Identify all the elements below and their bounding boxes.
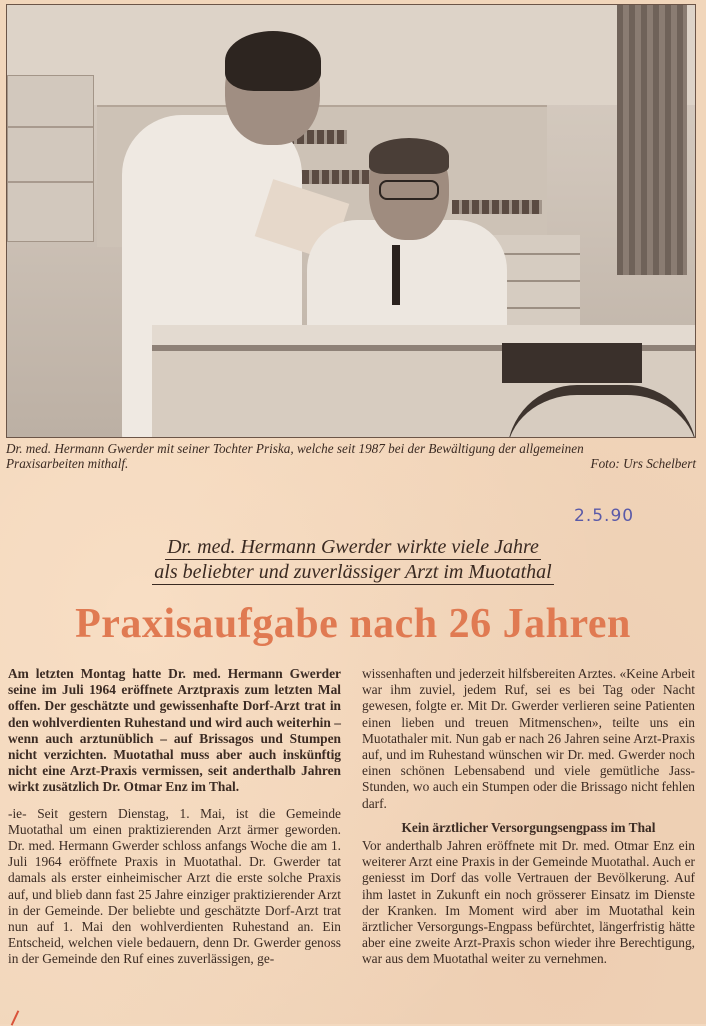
photo-glasses bbox=[379, 180, 439, 200]
photo-box bbox=[502, 343, 642, 383]
subheadline-line-2: als beliebter und zuverlässiger Arzt im Muotathal bbox=[154, 561, 552, 583]
article-lead: Am letzten Montag hatte Dr. med. Hermann Gwerder seine im Juli 1964 eröffnete Arztpraxis zum letzten Mal offen. Der geschätzte und gewissenhafte Dorf-Arzt trat in den wohlverdienten Ruhestand und wird auch weiterhin – wenn auch arztunüblich – auf Brissagos und Stumpen nicht verzichten. Muotathal muss aber auch inskünftig nicht eine Arzt-Praxis vermissen, seit anderthalb Jahren wirkt zusätzlich Dr. Otmar Enz im Thal. bbox=[8, 666, 341, 795]
article-column-right bbox=[362, 666, 695, 968]
photo-bottles bbox=[452, 200, 542, 214]
subheadline-line-1: Dr. med. Hermann Gwerder wirkte viele Jahre bbox=[167, 536, 539, 558]
article-photo bbox=[6, 4, 696, 438]
caption-line-1: Dr. med. Hermann Gwerder mit seiner Tochter Priska, welche seit 1987 bei der Bewältigung der allgemeinen bbox=[6, 441, 584, 456]
photo-man-hair bbox=[369, 138, 449, 174]
headline: Praxisaufgabe nach 26 Jahren bbox=[75, 601, 631, 647]
photo-credit: Foto: Urs Schelbert bbox=[590, 456, 696, 471]
article-subheading: Kein ärztlicher Versorgungsengpass im Thal bbox=[401, 819, 656, 835]
article-paragraph-2: wissenhaften und jederzeit hilfsbereiten Arztes. «Keine Arbeit war ihm zuviel, jedem Ruf, sei es bei Tag oder Nacht gewesen, folgte er. Mit Dr. Gwerder verlieren seine Patienten einen lieben und treuen Mitmenschen», teilte uns ein Muotathaler mit. Nun gab er nach 26 Jahren seine Arzt-Praxis auf, und im Ruhestand wünschen wir Dr. med. Gwerder noch einen schönen Lebensabend und viele gemütliche Jass-Stunden, wo auch ein Stumpen oder die Brissago nicht fehlen darf. bbox=[362, 666, 695, 811]
article-paragraph-3: Vor anderthalb Jahren eröffnete mit Dr. med. Otmar Enz ein weiterer Arzt eine Praxis in der Gemeinde Muotathal. Auch er geniesst im Dorf das volle Vertrauen der Bevölkerung. Auf ihm lastet in Zukunft ein noch grösserer Einsatz im Dienste der Kranken. Im Moment wird aber im Muotathal kein ärztlicher Versorgungs-Engpass befürchtet, längerfristig hätte aber eine zweite Arzt-Praxis schon wieder ihre Berechtigung, war aus dem Muotathal weiter zu vernehmen. bbox=[362, 838, 695, 967]
photo-tie bbox=[392, 245, 400, 305]
handwritten-date: 2.5.90 bbox=[574, 506, 635, 526]
photo-shelf-left bbox=[7, 75, 94, 242]
photo-curtain bbox=[617, 5, 687, 275]
photo-caption bbox=[6, 441, 696, 471]
photo-wall bbox=[7, 5, 695, 105]
subheadline bbox=[0, 535, 706, 585]
caption-line-2-row bbox=[6, 456, 696, 471]
article-paragraph-1: -ie- Seit gestern Dienstag, 1. Mai, ist die Gemeinde Muotathal um einen praktizierenden Arzt ärmer geworden. Dr. med. Hermann Gwerder schloss anfangs Woche die am 1. Juli 1964 eröffnete Praxis in Muotathal. Dr. Gwerder tat damals als erster einheimischer Arzt die erste solche Praxis auf, und blieb dann fast 25 Jahre einziger praktizierender Arzt in der Gemeinde. Der beliebte und geschätzte Dorf-Arzt trat nun auf 1. Mai den wohlverdienten Ruhestand an. Ein Entscheid, welchen viele bedauern, denn Dr. Gwerder genoss in der Gemeinde den Ruf eines zuverlässigen, ge- bbox=[8, 805, 341, 967]
shelf-board bbox=[8, 126, 93, 128]
photo-bottles bbox=[292, 170, 372, 184]
article-column-left bbox=[8, 666, 341, 968]
photo-woman-hair bbox=[225, 31, 321, 91]
caption-line-2: Praxisarbeiten mithalf. bbox=[6, 456, 129, 471]
shelf-board bbox=[8, 181, 93, 183]
